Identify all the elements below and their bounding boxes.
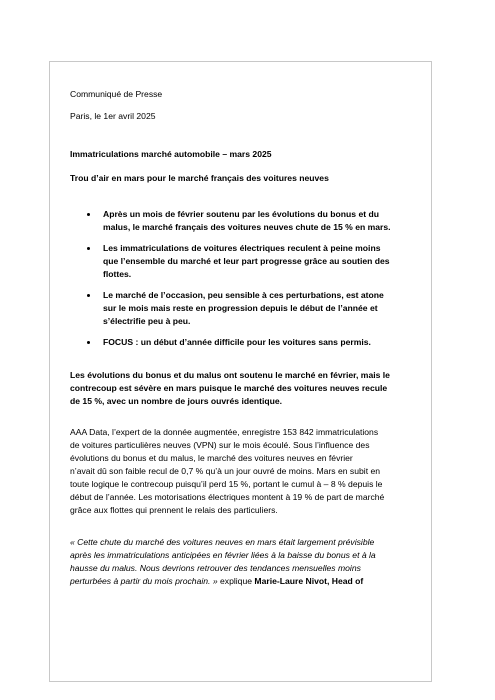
key-point xyxy=(70,208,418,234)
key-points-list xyxy=(70,208,418,349)
lead-line: de 15 %, avec un nombre de jours ouvrés identique. xyxy=(70,396,283,406)
release-date: Paris, le 1er avril 2025 xyxy=(70,111,156,121)
quote-line: hausse du malus. Nous devrions retrouver des tendances mensuelles moins xyxy=(70,563,361,573)
bullet-dot-icon xyxy=(87,213,90,216)
body-paragraph xyxy=(70,426,418,517)
body-line: toute logique le contrecoup puisqu’il perd 15 %, portant le cumul à – 8 % depuis le xyxy=(70,479,383,489)
key-point-line: Les immatriculations de voitures électriques reculent à peine moins xyxy=(103,243,381,253)
press-release-content xyxy=(70,88,418,588)
key-point-line: que l’ensemble du marché et leur part progresse grâce au soutien des xyxy=(103,256,390,266)
lead-line: Les évolutions du bonus et du malus ont soutenu le marché en février, mais le xyxy=(70,370,390,380)
quote-paragraph xyxy=(70,536,418,588)
quote-speaker: Marie-Laure Nivot, Head of xyxy=(254,576,364,586)
key-point xyxy=(70,242,418,281)
quote-last-line xyxy=(70,575,418,588)
key-point xyxy=(70,289,418,328)
body-line: n’avait dû son faible recul de 0,7 % qu’à un jour ouvré de moins. Mars en subit en xyxy=(70,466,381,476)
key-point xyxy=(70,336,418,349)
document-page xyxy=(49,61,432,682)
quote-line: « Cette chute du marché des voitures neuves en mars était largement prévisible xyxy=(70,537,375,547)
body-line: de voitures particulières neuves (VPN) sur le mois écoulé. Sous l’influence des xyxy=(70,440,370,450)
bullet-dot-icon xyxy=(87,247,90,250)
bullet-dot-icon xyxy=(87,294,90,297)
document-type-label: Communiqué de Presse xyxy=(70,89,163,99)
quote-line: après les immatriculations anticipées en février liées à la baisse du bonus et à la xyxy=(70,550,376,560)
key-point-line: s’électrifie peu à peu. xyxy=(103,316,191,326)
key-point-line: Après un mois de février soutenu par les évolutions du bonus et du xyxy=(103,209,379,219)
release-subtitle: Trou d’air en mars pour le marché français des voitures neuves xyxy=(70,173,329,183)
quote-text-end: perturbées à partir du mois prochain. » xyxy=(70,576,218,586)
lead-line: contrecoup est sévère en mars puisque le marché des voitures neuves recule xyxy=(70,383,388,393)
release-title: Immatriculations marché automobile – mars 2025 xyxy=(70,149,272,159)
key-point-line: sur le mois mais reste en progression depuis le début de l’année et xyxy=(103,303,378,313)
key-point-line: malus, le marché français des voitures neuves chute de 15 % en mars. xyxy=(103,222,391,232)
body-line: AAA Data, l’expert de la donnée augmentée, enregistre 153 842 immatriculations xyxy=(70,427,379,437)
lead-paragraph xyxy=(70,369,418,408)
key-point-line: FOCUS : un début d’année difficile pour les voitures sans permis. xyxy=(103,337,371,347)
body-line: évolutions du bonus et du malus, le marché des voitures neuves en février xyxy=(70,453,353,463)
body-line: début de l’année. Les motorisations électriques montent à 19 % de part de marché xyxy=(70,492,385,502)
bullet-dot-icon xyxy=(87,341,90,344)
body-line: grâce aux flottes qui prennent le relais des particuliers. xyxy=(70,505,278,515)
key-point-line: flottes. xyxy=(103,269,132,279)
key-point-line: Le marché de l’occasion, peu sensible à ces perturbations, est atone xyxy=(103,290,384,300)
quote-attribution-verb: explique xyxy=(217,576,255,586)
